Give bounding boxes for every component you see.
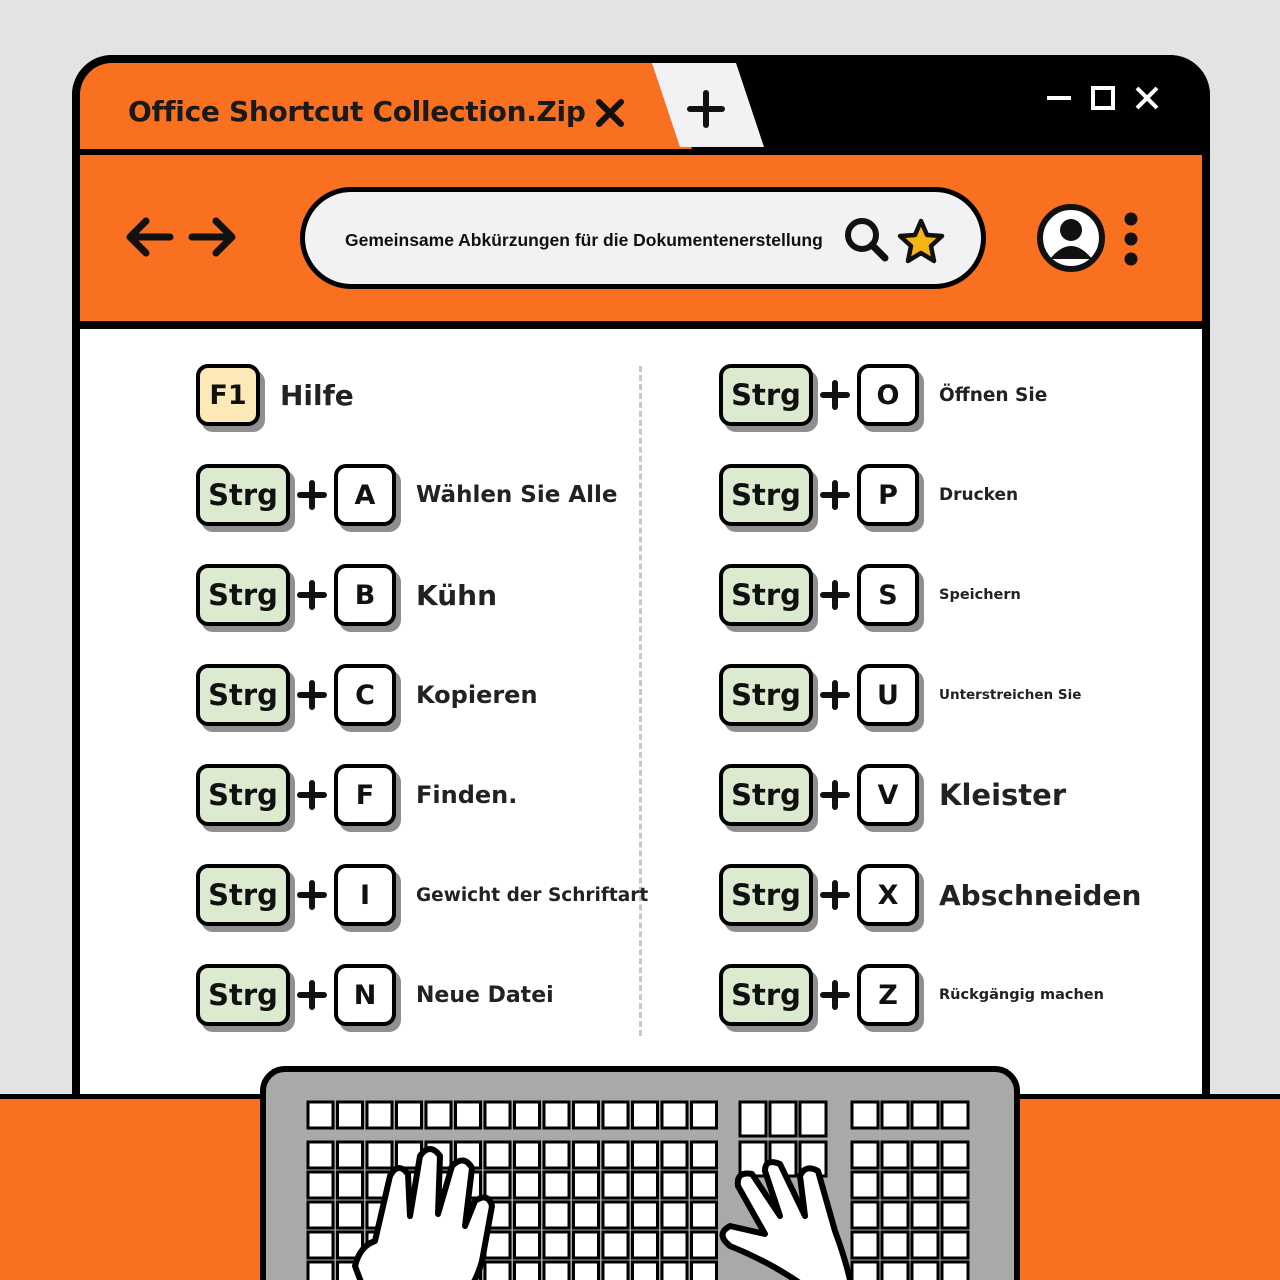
shortcut-row [719, 662, 1081, 728]
keyboard-key [633, 1142, 658, 1168]
keyboard-key [603, 1202, 628, 1228]
plus-sign [294, 777, 330, 813]
keyboard-key [942, 1202, 968, 1228]
arrow-right-icon[interactable] [188, 215, 238, 259]
keyboard-key [485, 1142, 510, 1168]
keyboard-key [574, 1172, 599, 1198]
keyboard-key [692, 1172, 717, 1198]
plus-sign [817, 677, 853, 713]
modifier-key: Strg [719, 864, 813, 926]
shortcut-label: Speichern [939, 587, 1021, 603]
modifier-key: Strg [719, 464, 813, 526]
plus-sign [294, 977, 330, 1013]
shortcut-label: Kopieren [416, 681, 538, 709]
keyboard-key [882, 1172, 908, 1198]
keyboard-key [574, 1142, 599, 1168]
keyboard-key [882, 1142, 908, 1168]
shortcut-label: Hilfe [280, 378, 354, 412]
plus-sign [817, 977, 853, 1013]
close-icon[interactable] [590, 93, 630, 133]
shortcut-label: Finden. [416, 781, 518, 809]
modifier-key: Strg [196, 664, 290, 726]
letter-key: Z [857, 964, 919, 1026]
shortcut-row [719, 362, 1047, 428]
keyboard-key [912, 1102, 938, 1128]
plus-icon [297, 480, 327, 510]
keyboard-key [308, 1172, 333, 1198]
keyboard-key [544, 1262, 569, 1280]
keyboard-key [692, 1202, 717, 1228]
letter-key: B [334, 564, 396, 626]
keyboard-key [308, 1232, 333, 1258]
shortcut-row [196, 762, 517, 828]
keyboard-key [544, 1142, 569, 1168]
keyboard-key [942, 1232, 968, 1258]
letter-key: X [857, 864, 919, 926]
keyboard-key [692, 1232, 717, 1258]
letter-key: P [857, 464, 919, 526]
keyboard-key [367, 1142, 392, 1168]
tab-title: Office Shortcut Collection.Zip [128, 95, 586, 128]
keyboard-key [662, 1232, 687, 1258]
shortcut-label: Unterstreichen Sie [939, 687, 1082, 703]
keyboard-key [852, 1142, 878, 1168]
keyboard-key [338, 1142, 363, 1168]
keyboard-key [912, 1142, 938, 1168]
shortcut-row [196, 562, 497, 628]
keyboard-key [544, 1172, 569, 1198]
shortcut-label: Gewicht der Schriftart [416, 884, 649, 906]
shortcut-label: Drucken [939, 485, 1019, 505]
keyboard-key [912, 1232, 938, 1258]
keyboard-key [515, 1232, 540, 1258]
modifier-key: Strg [196, 864, 290, 926]
plus-icon [820, 680, 850, 710]
keyboard-key [942, 1102, 968, 1128]
keyboard-key [426, 1102, 451, 1128]
maximize-icon[interactable] [1090, 85, 1116, 111]
new-tab-button[interactable] [644, 63, 764, 147]
letter-key: U [857, 664, 919, 726]
keyboard-key [485, 1102, 510, 1128]
modifier-key: Strg [196, 964, 290, 1026]
arrow-left-icon[interactable] [124, 215, 174, 259]
modifier-key: Strg [719, 964, 813, 1026]
keyboard-key [662, 1172, 687, 1198]
plus-icon [820, 380, 850, 410]
column-divider [639, 366, 642, 1036]
keyboard-key [852, 1262, 878, 1280]
keyboard-key [942, 1262, 968, 1280]
keyboard-key [308, 1262, 333, 1280]
keyboard-key [633, 1262, 658, 1280]
plus-sign [817, 877, 853, 913]
keyboard-key [603, 1102, 628, 1128]
plus-icon [297, 980, 327, 1010]
title-bar [72, 55, 1210, 147]
modifier-key: Strg [196, 464, 290, 526]
keyboard-key [912, 1172, 938, 1198]
shortcut-label: Kühn [416, 578, 498, 612]
shortcut-row [719, 962, 1104, 1028]
shortcut-label: Öffnen Sie [939, 384, 1048, 406]
more-vertical-icon[interactable] [1120, 211, 1142, 267]
shortcut-row [719, 562, 1021, 628]
keyboard-key [515, 1202, 540, 1228]
letter-key: C [334, 664, 396, 726]
keyboard-key [740, 1102, 766, 1136]
keyboard-key [662, 1202, 687, 1228]
plus-sign [294, 477, 330, 513]
shortcut-row [719, 762, 1066, 828]
letter-key: N [334, 964, 396, 1026]
shortcut-label: Rückgängig machen [939, 987, 1104, 1003]
keyboard-key [515, 1102, 540, 1128]
keyboard-key [692, 1262, 717, 1280]
keyboard-key [367, 1102, 392, 1128]
keyboard-key [633, 1232, 658, 1258]
keyboard-key [574, 1262, 599, 1280]
keyboard-key [515, 1262, 540, 1280]
plus-sign [817, 577, 853, 613]
keyboard-key [942, 1172, 968, 1198]
keyboard-key [603, 1172, 628, 1198]
keyboard-key [942, 1142, 968, 1168]
close-icon[interactable] [1134, 85, 1160, 111]
tab-active[interactable] [80, 63, 660, 149]
function-key: F1 [196, 364, 260, 426]
keyboard-key [515, 1142, 540, 1168]
keyboard-key [308, 1202, 333, 1228]
keyboard-key [662, 1262, 687, 1280]
shortcut-label: Abschneiden [939, 878, 1142, 912]
keyboard-key [338, 1172, 363, 1198]
search-bar[interactable] [300, 187, 986, 289]
keyboard-key [633, 1172, 658, 1198]
plus-icon [297, 580, 327, 610]
toolbar [80, 155, 1202, 321]
keyboard-key [544, 1232, 569, 1258]
letter-key: V [857, 764, 919, 826]
shortcut-label: Wählen Sie Alle [416, 482, 618, 508]
keyboard-key [308, 1142, 333, 1168]
keyboard-key [912, 1202, 938, 1228]
keyboard-key [574, 1202, 599, 1228]
search-input[interactable]: Gemeinsame Abkürzungen für die Dokumentenerstellung [345, 230, 823, 250]
keyboard-key [574, 1232, 599, 1258]
keyboard-key [852, 1102, 878, 1128]
keyboard-key [800, 1102, 826, 1136]
keyboard-illustration [260, 1066, 1020, 1280]
keyboard-key [485, 1172, 510, 1198]
keyboard-key [515, 1172, 540, 1198]
keyboard-key [770, 1102, 796, 1136]
keyboard-key [882, 1232, 908, 1258]
window-controls [1046, 85, 1160, 111]
user-icon[interactable] [1036, 203, 1106, 273]
modifier-key: Strg [719, 564, 813, 626]
keyboard-key [912, 1262, 938, 1280]
shortcut-row [196, 462, 618, 528]
star-icon[interactable] [897, 218, 945, 264]
keyboard-key [308, 1102, 333, 1128]
keyboard-key [544, 1102, 569, 1128]
plus-sign [817, 777, 853, 813]
keyboard-key [603, 1142, 628, 1168]
modifier-key: Strg [719, 364, 813, 426]
keyboard-key [882, 1102, 908, 1128]
keyboard-key [544, 1202, 569, 1228]
keyboard-key [633, 1102, 658, 1128]
keyboard-key [338, 1102, 363, 1128]
keyboard-key [574, 1102, 599, 1128]
plus-sign [817, 477, 853, 513]
keyboard-key [882, 1202, 908, 1228]
plus-icon [297, 880, 327, 910]
letter-key: O [857, 364, 919, 426]
shortcut-row [196, 362, 354, 428]
letter-key: S [857, 564, 919, 626]
plus-sign [294, 577, 330, 613]
keyboard-key [852, 1172, 878, 1198]
plus-icon [297, 680, 327, 710]
plus-icon [297, 780, 327, 810]
keyboard-key [633, 1202, 658, 1228]
keyboard-key [852, 1202, 878, 1228]
shortcut-row [196, 862, 648, 928]
plus-sign [294, 877, 330, 913]
plus-icon [820, 480, 850, 510]
keyboard-key [338, 1202, 363, 1228]
keyboard-key [662, 1142, 687, 1168]
keyboard-key [852, 1232, 878, 1258]
keyboard-key [692, 1102, 717, 1128]
plus-sign [294, 677, 330, 713]
plus-icon [820, 580, 850, 610]
letter-key: A [334, 464, 396, 526]
modifier-key: Strg [196, 764, 290, 826]
search-icon[interactable] [843, 216, 889, 262]
plus-icon [820, 880, 850, 910]
keyboard-key [662, 1102, 687, 1128]
minimize-icon[interactable] [1046, 85, 1072, 111]
letter-key: I [334, 864, 396, 926]
keyboard-key [485, 1262, 510, 1280]
keyboard-key [603, 1232, 628, 1258]
shortcut-row [719, 462, 1018, 528]
keyboard-key [603, 1262, 628, 1280]
modifier-key: Strg [719, 664, 813, 726]
modifier-key: Strg [719, 764, 813, 826]
keyboard-key [882, 1262, 908, 1280]
letter-key: F [334, 764, 396, 826]
plus-sign [817, 377, 853, 413]
shortcut-row [196, 962, 554, 1028]
modifier-key: Strg [196, 564, 290, 626]
keyboard-key [397, 1102, 422, 1128]
keyboard-key [456, 1102, 481, 1128]
keyboard-key [692, 1142, 717, 1168]
plus-icon [820, 780, 850, 810]
plus-icon [820, 980, 850, 1010]
shortcut-row [719, 862, 1141, 928]
shortcut-row [196, 662, 538, 728]
shortcut-label: Neue Datei [416, 982, 554, 1008]
shortcut-label: Kleister [939, 778, 1067, 812]
